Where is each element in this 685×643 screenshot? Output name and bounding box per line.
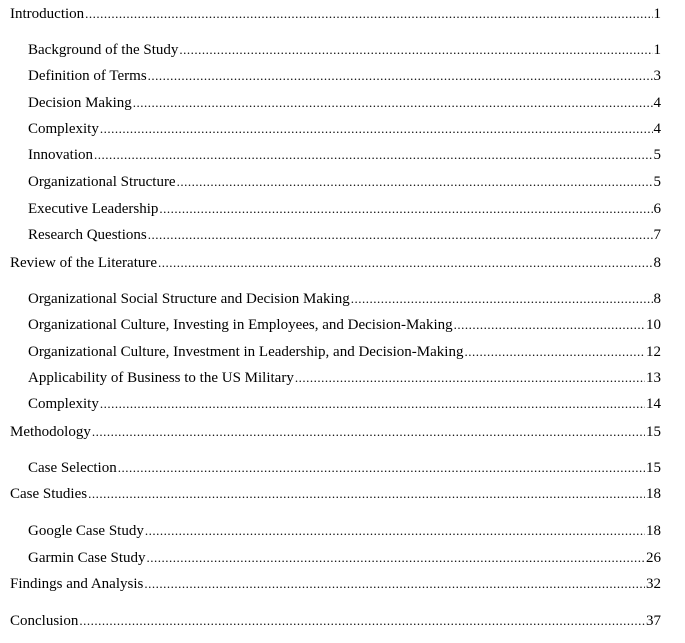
toc-entry-title: Definition of Terms <box>28 68 147 84</box>
toc-entry-title: Background of the Study <box>28 42 179 58</box>
toc-entry-page: 8 <box>653 255 661 271</box>
toc-entry-page: 18 <box>646 523 661 539</box>
toc-entry-page: 14 <box>646 396 661 412</box>
toc-entry-case-studies[interactable] <box>10 484 661 504</box>
dot-leader <box>92 422 645 442</box>
toc-entry-title: Innovation <box>28 147 93 163</box>
toc-entry-executive-leadership[interactable] <box>28 199 661 219</box>
toc-entry-title: Organizational Culture, Investment in Leadership, and Decision-Making <box>28 344 464 360</box>
toc-entry-applicability-to-us-military[interactable] <box>28 368 661 388</box>
toc-entry-organizational-social-structure[interactable] <box>28 289 661 309</box>
toc-entry-complexity[interactable] <box>28 119 661 139</box>
toc-entry-title: Introduction <box>10 6 85 22</box>
dot-leader <box>100 119 653 139</box>
dot-leader <box>133 93 653 113</box>
toc-entry-page: 13 <box>646 370 661 386</box>
toc-entry-research-questions[interactable] <box>28 225 661 245</box>
toc-entry-title: Case Selection <box>28 460 117 476</box>
toc-entry-page: 4 <box>653 95 661 111</box>
toc-entry-page: 15 <box>646 424 661 440</box>
toc-entry-page: 1 <box>653 42 661 58</box>
toc-entry-conclusion[interactable] <box>10 611 661 631</box>
toc-entry-case-selection[interactable] <box>28 458 661 478</box>
dot-leader <box>464 342 645 362</box>
dot-leader <box>79 611 645 631</box>
toc-entry-page: 15 <box>646 460 661 476</box>
toc-entry-organizational-culture-leadership[interactable] <box>28 342 661 362</box>
dot-leader <box>295 368 645 388</box>
toc-entry-title: Applicability of Business to the US Military <box>28 370 294 386</box>
dot-leader <box>144 574 645 594</box>
toc-entry-google-case-study[interactable] <box>28 521 661 541</box>
dot-leader <box>148 66 653 86</box>
toc-entry-title: Organizational Social Structure and Decision Making <box>28 291 350 307</box>
toc-entry-page: 8 <box>653 291 661 307</box>
toc-entry-page: 6 <box>653 201 661 217</box>
dot-leader <box>118 458 645 478</box>
dot-leader <box>88 484 645 504</box>
toc-entry-page: 18 <box>646 486 661 502</box>
toc-entry-findings-and-analysis[interactable] <box>10 574 661 594</box>
toc-entry-page: 1 <box>653 6 661 22</box>
toc-entry-title: Methodology <box>10 424 91 440</box>
toc-entry-title: Google Case Study <box>28 523 144 539</box>
toc-entry-title: Research Questions <box>28 227 147 243</box>
toc-entry-page: 32 <box>646 576 661 592</box>
dot-leader <box>454 315 645 335</box>
dot-leader <box>177 172 653 192</box>
dot-leader <box>148 225 653 245</box>
dot-leader <box>147 548 646 568</box>
toc-entry-title: Review of the Literature <box>10 255 158 271</box>
dot-leader <box>159 199 652 219</box>
toc-entry-page: 7 <box>653 227 661 243</box>
toc-entry-title: Findings and Analysis <box>10 576 144 592</box>
toc-entry-title: Organizational Culture, Investing in Employees, and Decision-Making <box>28 317 453 333</box>
toc-entry-background-of-the-study[interactable] <box>28 40 661 60</box>
toc-entry-complexity-literature[interactable] <box>28 394 661 414</box>
toc-entry-page: 4 <box>653 121 661 137</box>
toc-entry-page: 12 <box>646 344 661 360</box>
toc-entry-title: Decision Making <box>28 95 132 111</box>
toc-entry-review-of-the-literature[interactable] <box>10 253 661 273</box>
toc-entry-page: 37 <box>646 613 661 629</box>
toc-entry-page: 10 <box>646 317 661 333</box>
toc-entry-title: Executive Leadership <box>28 201 159 217</box>
dot-leader <box>94 145 653 165</box>
toc-entry-title: Complexity <box>28 121 99 137</box>
dot-leader <box>100 394 645 414</box>
toc-entry-page: 3 <box>653 68 661 84</box>
toc-entry-title: Conclusion <box>10 613 79 629</box>
dot-leader <box>351 289 653 309</box>
toc-entry-organizational-culture-employees[interactable] <box>28 315 661 335</box>
dot-leader <box>158 253 652 273</box>
toc-entry-organizational-structure[interactable] <box>28 172 661 192</box>
toc-entry-methodology[interactable] <box>10 422 661 442</box>
toc-entry-title: Garmin Case Study <box>28 550 146 566</box>
dot-leader <box>179 40 652 60</box>
toc-entry-definition-of-terms[interactable] <box>28 66 661 86</box>
toc-entry-introduction[interactable] <box>10 4 661 24</box>
toc-entry-title: Complexity <box>28 396 99 412</box>
toc-entry-title: Case Studies <box>10 486 88 502</box>
toc-entry-page: 5 <box>653 147 661 163</box>
toc-entry-page: 26 <box>646 550 661 566</box>
toc-entry-title: Organizational Structure <box>28 174 176 190</box>
dot-leader <box>85 4 652 24</box>
toc-entry-garmin-case-study[interactable] <box>28 548 661 568</box>
toc-entry-decision-making[interactable] <box>28 93 661 113</box>
toc-entry-page: 5 <box>653 174 661 190</box>
dot-leader <box>145 521 645 541</box>
toc-entry-innovation[interactable] <box>28 145 661 165</box>
